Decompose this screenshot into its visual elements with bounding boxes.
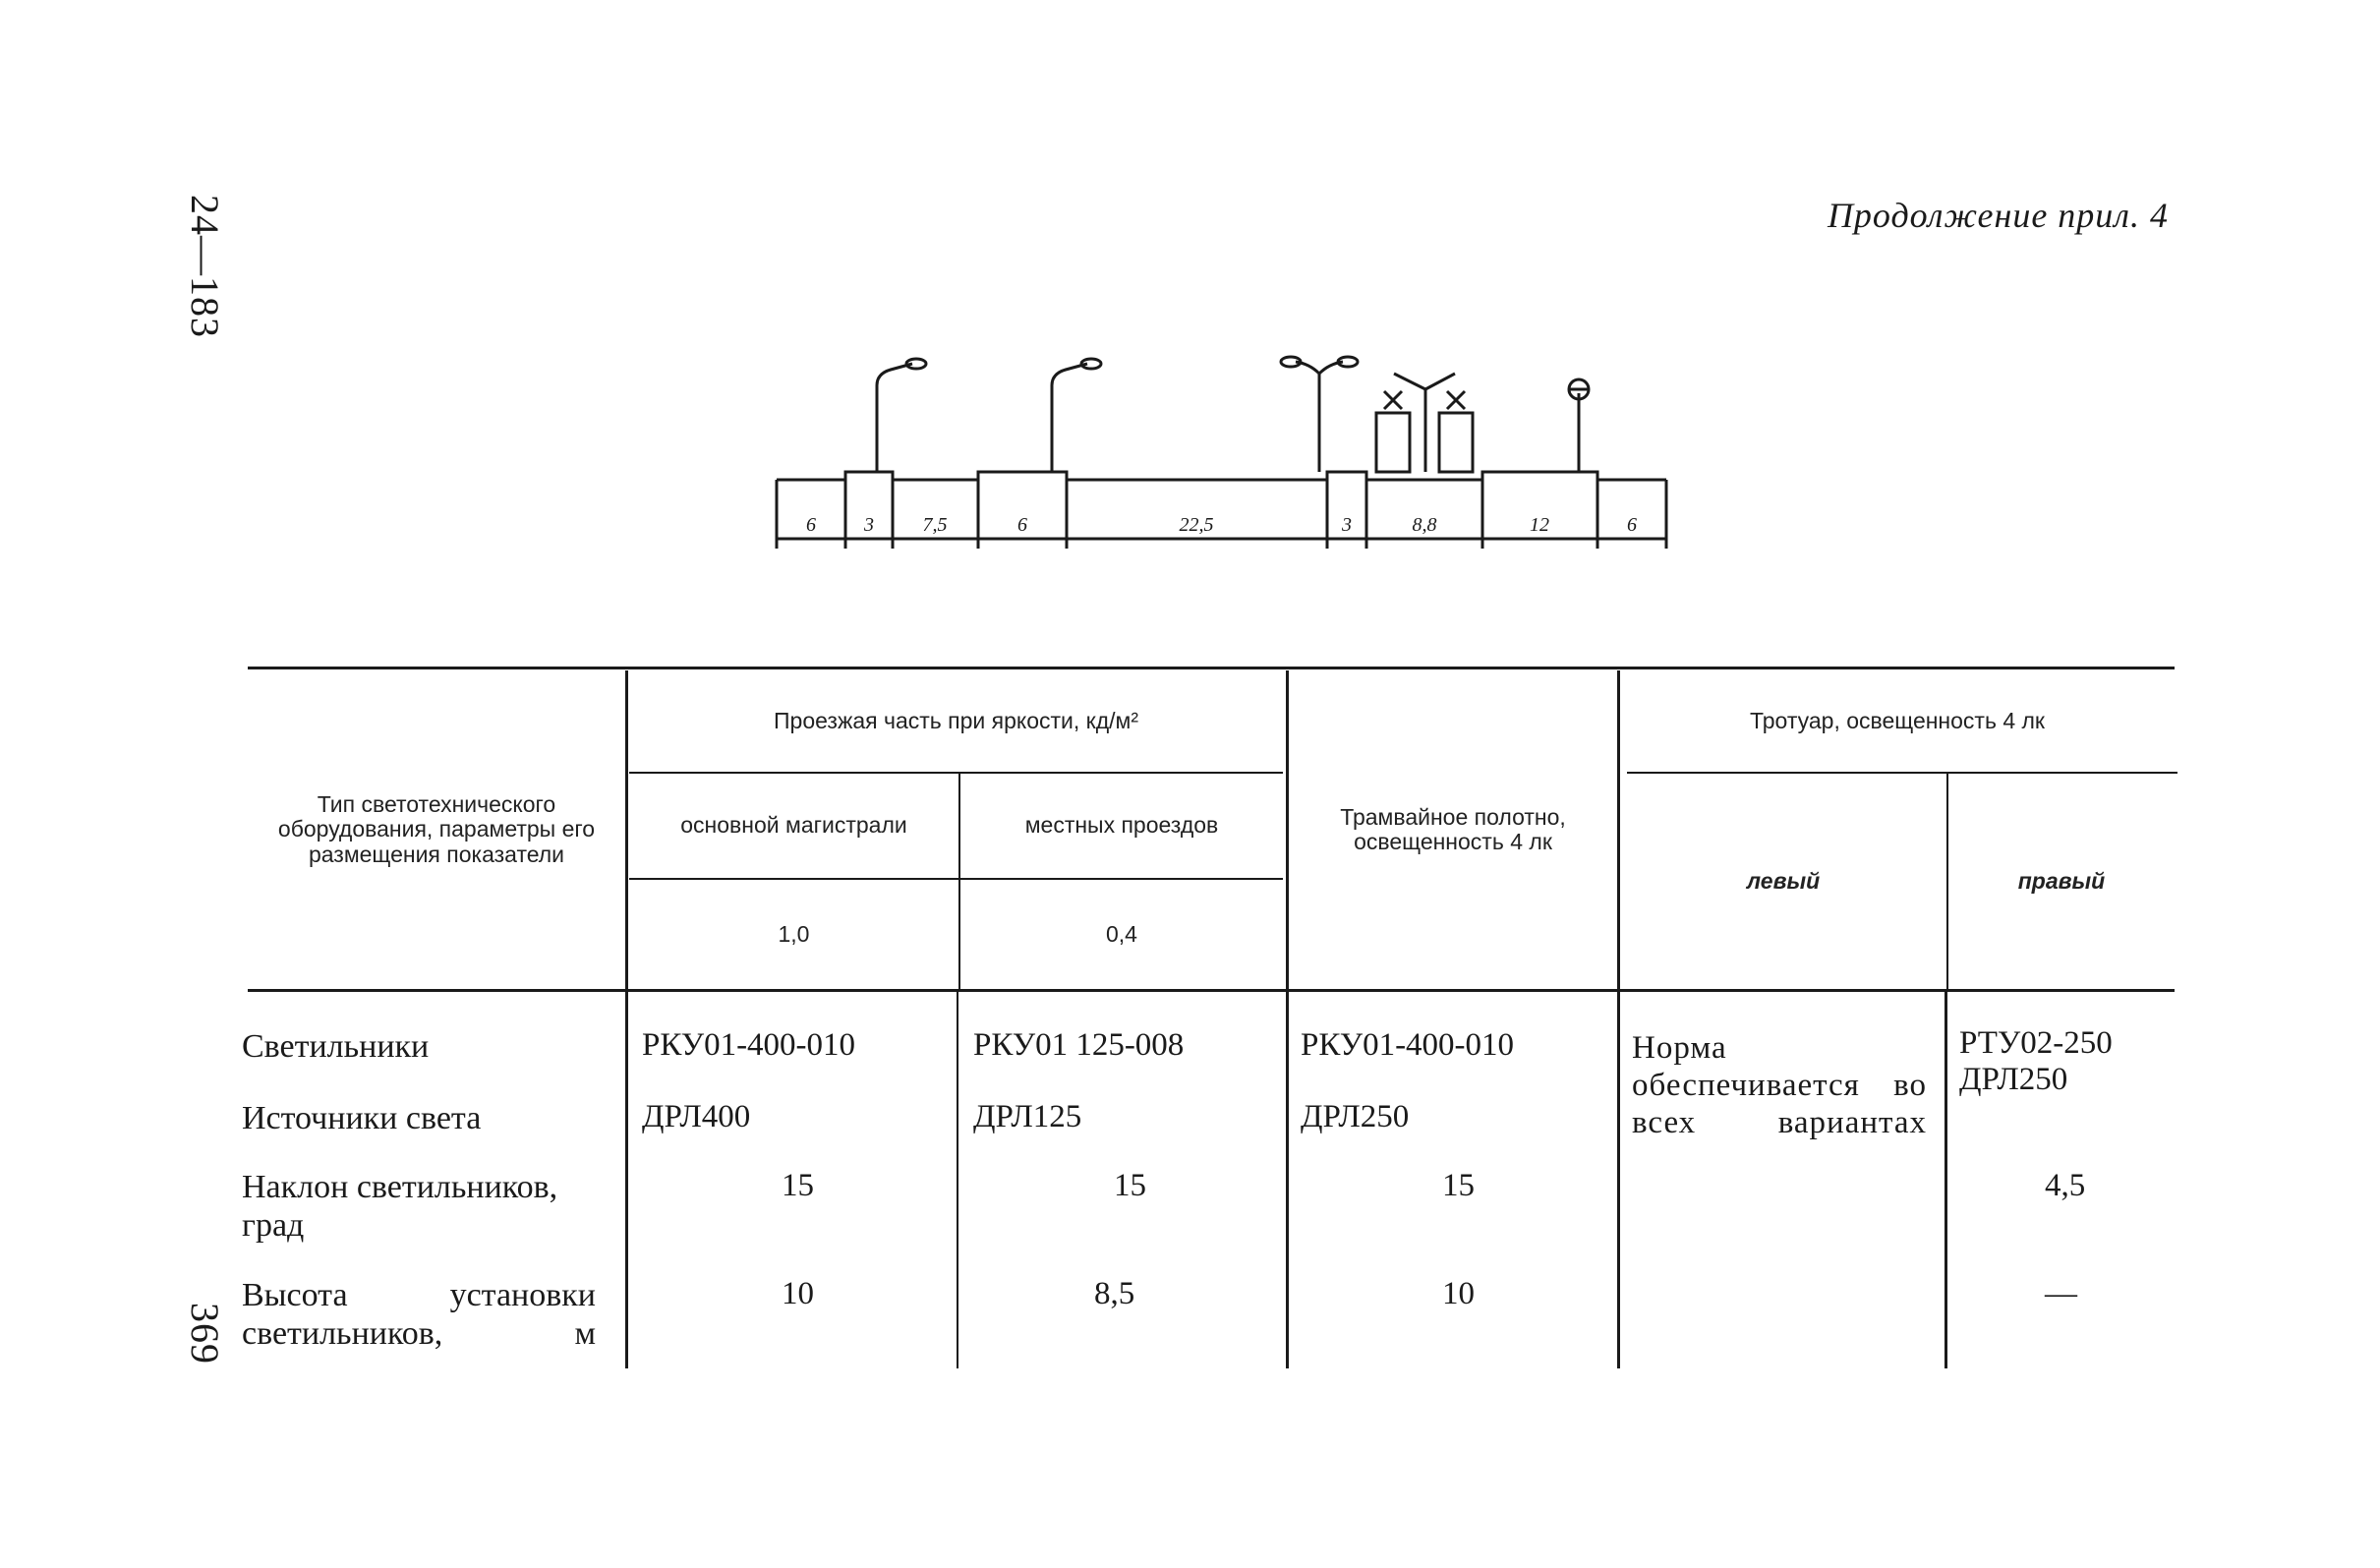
header-tram: Трамвайное полотно, освещенность 4 лк xyxy=(1340,803,1566,854)
cell-main-source: ДРЛ400 xyxy=(642,1099,751,1134)
cell-tram-source: ДРЛ250 xyxy=(1301,1099,1410,1134)
header-sidewalk-right: правый xyxy=(2017,867,2106,894)
header-roadway-main-value: 1,0 xyxy=(778,920,810,947)
row-label-tilt: Наклон светильников, град xyxy=(242,1169,558,1245)
dimension-label: 6 xyxy=(1627,514,1637,536)
road-profile-line xyxy=(777,472,1666,480)
dimension-label: 7,5 xyxy=(922,514,948,536)
header-roadway-local: местных проездов xyxy=(1024,812,1219,839)
cell-main-height: 10 xyxy=(782,1276,814,1311)
row-label-height: Высота установки светильников, м xyxy=(242,1277,596,1353)
sidewalk-lamp-icon xyxy=(1568,379,1590,472)
cell-left-note: Норма обеспечивается во всех вариантах xyxy=(1632,1030,1927,1140)
cell-local-height: 8,5 xyxy=(1094,1276,1135,1311)
header-note: Продолжение прил. 4 xyxy=(1827,196,2169,235)
lamp-post-icon xyxy=(877,359,926,472)
header-roadway-main: основной магистрали xyxy=(680,812,907,839)
street-cross-section-diagram xyxy=(767,334,1691,560)
cell-tram-height: 10 xyxy=(1442,1276,1475,1311)
double-lamp-post-icon xyxy=(1281,357,1358,472)
row-label-light-sources: Источники света xyxy=(242,1100,482,1136)
page-code: 24—183 xyxy=(183,195,227,338)
cell-right-tilt: 4,5 xyxy=(2045,1168,2086,1203)
cell-tram-tilt: 15 xyxy=(1442,1168,1475,1203)
cell-tram-fixture: РКУ01-400-010 xyxy=(1301,1027,1515,1063)
header-sidewalk-left: левый xyxy=(1746,867,1821,894)
cell-main-tilt: 15 xyxy=(782,1168,814,1203)
dimension-label: 6 xyxy=(1017,514,1027,536)
lamp-post-icon xyxy=(1052,359,1101,472)
cell-right-source: ДРЛ250 xyxy=(1959,1062,2068,1097)
header-roadway-local-value: 0,4 xyxy=(1106,920,1137,947)
header-sidewalk-group: Тротуар, освещенность 4 лк xyxy=(1750,707,2045,733)
dimension-label: 8,8 xyxy=(1412,514,1437,536)
dimension-label: 22,5 xyxy=(1179,514,1214,536)
dimension-label: 3 xyxy=(864,514,874,536)
dimension-label: 6 xyxy=(806,514,816,536)
cell-main-fixture: РКУ01-400-010 xyxy=(642,1027,856,1063)
cell-right-fixture: РТУ02-250 xyxy=(1959,1025,2113,1061)
row-label-fixtures: Светильники xyxy=(242,1028,430,1065)
cell-right-height: — xyxy=(2045,1276,2077,1311)
dimension-label: 12 xyxy=(1530,514,1549,536)
tram-catenary-icon xyxy=(1376,374,1473,472)
header-roadway-group: Проезжая часть при яркости, кд/м² xyxy=(774,707,1138,733)
cell-local-fixture: РКУ01 125-008 xyxy=(973,1027,1185,1063)
page-number: 369 xyxy=(183,1303,227,1365)
dimension-label: 3 xyxy=(1342,514,1352,536)
header-param-column: Тип светотехнического оборудования, параметры его размещения показатели xyxy=(277,791,596,867)
cell-local-source: ДРЛ125 xyxy=(973,1099,1082,1134)
cell-local-tilt: 15 xyxy=(1114,1168,1146,1203)
